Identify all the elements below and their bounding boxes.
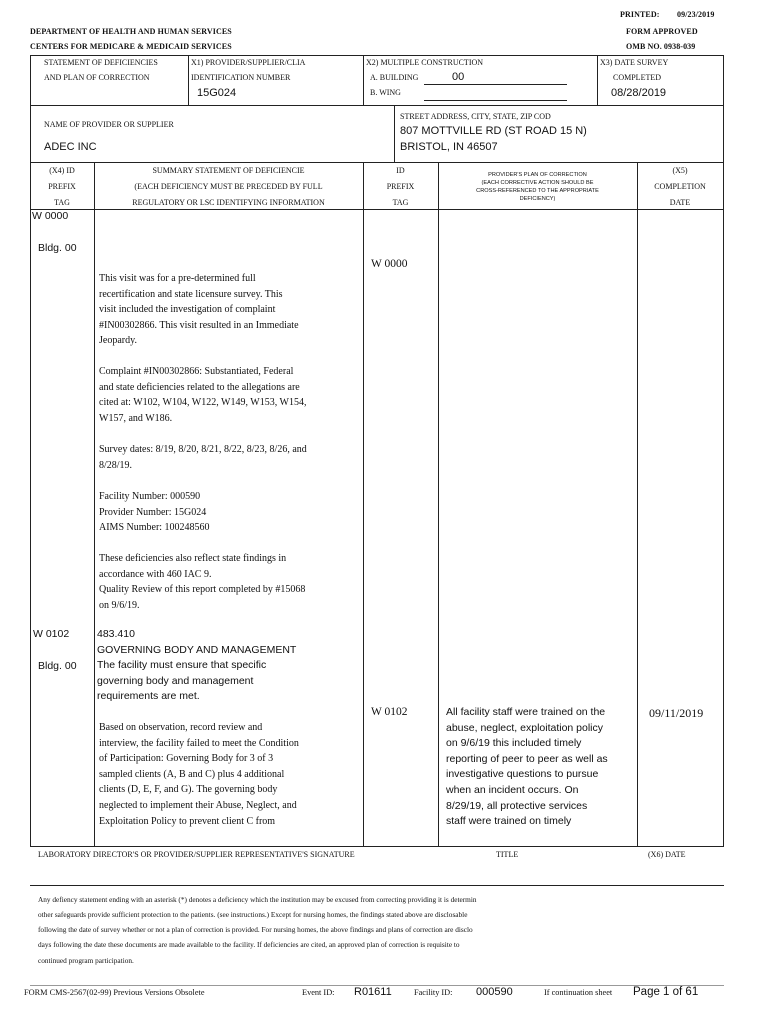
- centers-name: CENTERS FOR MEDICARE & MEDICAID SERVICES: [30, 42, 232, 51]
- signature-date-label: (X6) DATE: [648, 850, 686, 859]
- x4-header-line3: TAG: [54, 198, 70, 207]
- plan-header-line1: PROVIDER'S PLAN OF CORRECTION: [488, 172, 587, 178]
- plan-header-line4: DEFICIENCY): [519, 196, 556, 202]
- w0000-paragraph-visit: This visit was for a pre-determined full recertification and state licensure survey. This visit included the investigation of complaint #IN00302866. This visit resulted in an Immediate Jeopardy.: [99, 273, 299, 347]
- statement-label-line2: AND PLAN OF CORRECTION: [44, 73, 150, 82]
- w0102-building: Bldg. 00: [38, 660, 77, 672]
- department-name: DEPARTMENT OF HEALTH AND HUMAN SERVICES: [30, 27, 232, 36]
- w0102-regulation: 483.410 GOVERNING BODY AND MANAGEMENT The facility must ensure that specific governing body and management requirements are met.: [97, 628, 297, 703]
- omb-number: OMB NO. 0938-039: [626, 42, 696, 51]
- plan-header-line2: (EACH CORRECTIVE ACTION SHOULD BE: [481, 180, 594, 186]
- footnote-line5: continued program participation.: [38, 956, 134, 965]
- w0000-id-tag: W 0000: [371, 258, 408, 270]
- x5-header-line2: COMPLETION: [654, 182, 706, 191]
- date-survey-label: X3) DATE SURVEY: [600, 58, 669, 67]
- w0000-building: Bldg. 00: [38, 242, 77, 254]
- printed-label: PRINTED:: [620, 10, 660, 19]
- summary-header-line2: (EACH DEFICIENCY MUST BE PRECEDED BY FULL: [134, 182, 323, 191]
- building-label: A. BUILDING: [370, 73, 419, 82]
- provider-id-label-line1: X1) PROVIDER/SUPPLIER/CLIA: [191, 58, 306, 67]
- address-label: STREET ADDRESS, CITY, STATE, ZIP COD: [400, 112, 551, 121]
- w0000-paragraph-facility-numbers: Facility Number: 000590 Provider Number: 15G024 AIMS Number: 100248560: [99, 491, 210, 534]
- plan-header-line3: CROSS-REFERENCED TO THE APPROPRIATE: [476, 188, 599, 194]
- printed-date: 09/23/2019: [677, 10, 715, 19]
- footnote-line1: Any defiency statement ending with an asterisk (*) denotes a deficiency which the institution may be excused from correcting providing it is determin: [38, 895, 477, 904]
- building-value: 00: [452, 71, 465, 83]
- title-label: TITLE: [496, 850, 519, 859]
- id-header-line3: TAG: [392, 198, 409, 207]
- address-line1: 807 MOTTVILLE RD (ST ROAD 15 N): [400, 125, 587, 137]
- provider-name-label: NAME OF PROVIDER OR SUPPLIER: [44, 120, 174, 129]
- w0000-paragraph-state-findings: These deficiencies also reflect state findings in accordance with 460 IAC 9. Quality Review of this report completed by #15068 on 9/6/19.: [99, 553, 306, 611]
- wing-label: B. WING: [370, 88, 401, 97]
- date-survey-value: 08/28/2019: [611, 87, 667, 99]
- multiple-construction-label: X2) MULTIPLE CONSTRUCTION: [366, 58, 484, 67]
- id-header-line2: PREFIX: [386, 182, 415, 191]
- w0102-completion-date: 09/11/2019: [649, 706, 704, 720]
- w0000-tag: W 0000: [32, 210, 69, 222]
- provider-id-value: 15G024: [197, 87, 237, 99]
- continuation-label: If continuation sheet: [544, 988, 613, 997]
- footnote-line4: days following the date these documents are made available to the facility. If deficiencies are cited, an approved plan of correction is requisite to: [38, 940, 460, 949]
- w0102-tag: W 0102: [33, 628, 70, 640]
- summary-header-line3: REGULATORY OR LSC IDENTIFYING INFORMATION: [132, 198, 325, 207]
- statement-label-line1: STATEMENT OF DEFICIENCIES: [44, 58, 158, 67]
- id-header-line1: ID: [396, 166, 405, 175]
- x4-header-line1: (X4) ID: [49, 166, 75, 175]
- summary-header-line1: SUMMARY STATEMENT OF DEFICIENCIE: [152, 166, 305, 175]
- x5-header-line1: (X5): [672, 166, 688, 175]
- w0000-paragraph-survey-dates: Survey dates: 8/19, 8/20, 8/21, 8/22, 8/23, 8/26, and 8/28/19.: [99, 444, 307, 471]
- facility-id-label: Facility ID:: [414, 988, 453, 997]
- completed-label: COMPLETED: [613, 73, 661, 82]
- event-id-value: R01611: [354, 986, 392, 998]
- form-number: FORM CMS-2567(02-99) Previous Versions Obsolete: [24, 988, 205, 997]
- event-id-label: Event ID:: [302, 988, 335, 997]
- facility-id-value: 000590: [476, 986, 513, 998]
- page-number: Page 1 of 61: [633, 986, 699, 998]
- w0102-finding: Based on observation, record review and interview, the facility failed to meet the Condition of Participation: Governing Body for 3 of 3 sampled clients (A, B and C) plus 4 additional clients (D, E, F, and G). The governing body neglected to implement their Abuse, Neglect, and Exploitation Policy to prevent client C from: [99, 722, 299, 827]
- form-approved: FORM APPROVED: [626, 27, 698, 36]
- address-line2: BRISTOL, IN 46507: [400, 141, 498, 153]
- w0102-id-tag: W 0102: [371, 706, 408, 718]
- w0102-plan-of-correction: All facility staff were trained on the abuse, neglect, exploitation policy on 9/6/19 this included timely reporting of peer to peer as well as investigative questions to pursue when an incident occurs. On 8/29/19, all protective services staff were trained on timely: [446, 706, 608, 828]
- w0000-paragraph-complaint: Complaint #IN00302866: Substantiated, Federal and state deficiencies related to the allegations are cited at: W102, W104, W122, W149, W153, W154, W157, and W186.: [99, 366, 307, 424]
- signature-label: LABORATORY DIRECTOR'S OR PROVIDER/SUPPLIER REPRESENTATIVE'S SIGNATURE: [38, 850, 355, 859]
- footnote-line3: following the date of survey whether or not a plan of correction is provided. For nursing homes, the above findings and plans of correction are disclo: [38, 925, 473, 934]
- provider-name-value: ADEC INC: [44, 141, 97, 153]
- footnote-line2: other safeguards provide sufficient protection to the patients. (see instructions.) Except for nursing homes, the findings stated above are disclosable: [38, 910, 468, 919]
- x4-header-line2: PREFIX: [48, 182, 76, 191]
- x5-header-line3: DATE: [669, 198, 691, 207]
- provider-id-label-line2: IDENTIFICATION NUMBER: [191, 73, 291, 82]
